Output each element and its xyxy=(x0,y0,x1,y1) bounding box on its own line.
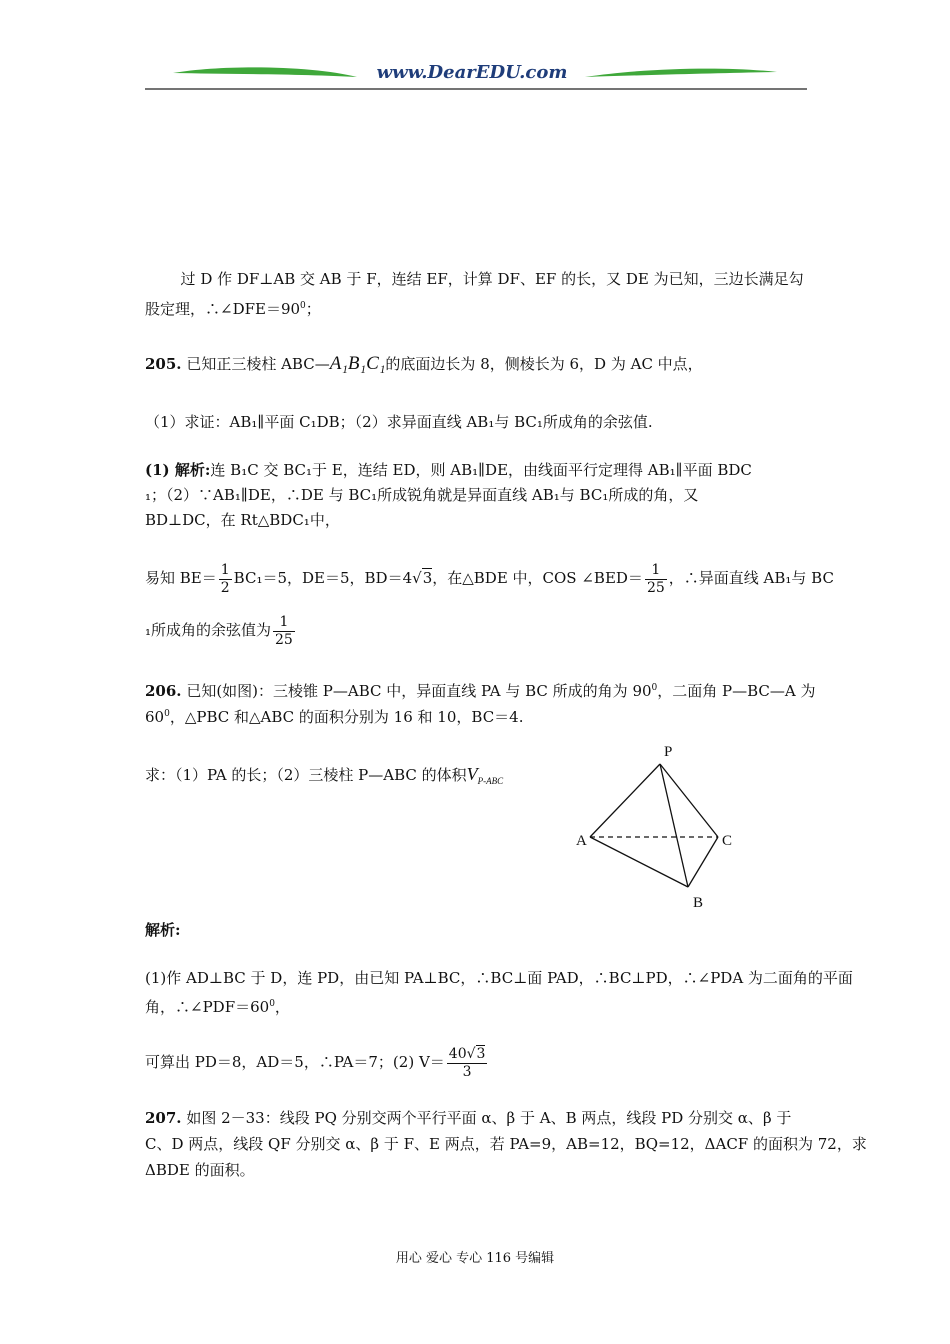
problem-205-solution-line2: ₁；（2）∵AB₁∥DE，∴DE 与 BC₁所成锐角就是异面直线 AB₁与 BC₁所成的角，又 xyxy=(145,486,699,504)
problem-206-line1 xyxy=(145,676,816,703)
vol-num-sqrt: 3 xyxy=(476,1045,486,1062)
site-url: www.DearEDU.com xyxy=(376,62,568,83)
prism-label: A₁B₁C₁ xyxy=(329,353,386,374)
problem-206-solution2 xyxy=(145,1040,807,1084)
problem-206-text-b: ，二面角 P—BC—A 为 xyxy=(657,682,816,700)
note-sup: 0 xyxy=(300,301,306,311)
problem-205-answer xyxy=(145,608,807,652)
sol2-text: 可算出 PD＝8，AD＝5，∴PA＝7；(2) V＝ xyxy=(145,1053,445,1071)
problem-205-solution-line1 xyxy=(145,458,807,482)
problem-207-line3: ΔBDE 的面积。 xyxy=(145,1161,255,1179)
calc-a: 易知 BE＝ xyxy=(145,569,217,587)
tetrahedron-figure xyxy=(570,740,750,915)
edge-BC xyxy=(688,837,718,887)
frac2-num: 1 xyxy=(645,562,667,580)
vol-num: 40√3 xyxy=(448,1045,486,1062)
note-block xyxy=(145,266,807,323)
problem-206-text-d: ，△PBC 和△ABC 的面积分别为 16 和 10，BC＝4. xyxy=(169,708,524,726)
solution-label: (1) 解析: xyxy=(145,461,211,479)
volume-symbol: V xyxy=(466,764,478,784)
fraction-half xyxy=(219,562,232,597)
problem-205-text-b: 的底面边长为 8，侧棱长为 6，D 为 AC 中点， xyxy=(385,355,703,373)
calc-d: ，∴异面直线 AB₁与 BC xyxy=(668,569,834,587)
edge-AB xyxy=(590,837,688,887)
frac1-den: 2 xyxy=(220,579,230,596)
page-footer: 用心 爱心 专心 116 号编辑 xyxy=(395,1251,555,1266)
problem-205-text-a: 已知正三棱柱 ABC— xyxy=(186,355,330,373)
tetrahedron-svg xyxy=(570,740,750,915)
vertex-label-B: B xyxy=(693,895,704,911)
problem-205-calc xyxy=(145,556,834,600)
calc-b: BC₁＝5，DE＝5，BD＝4 xyxy=(233,569,413,587)
problem-206-sup1: 0 xyxy=(651,683,658,693)
problem-207-line1-text: 如图 2－33：线段 PQ 分别交两个平行平面 α、β 于 A、B 两点，线段 PD 分别交 α、β 于 xyxy=(186,1109,792,1127)
vol-den: 3 xyxy=(462,1063,472,1080)
problem-206-line2 xyxy=(145,702,807,729)
problem-206-text-c: 60 xyxy=(145,708,165,726)
note-end: ； xyxy=(305,300,321,318)
sol1-line2-text: 角，∴∠PDF＝60 xyxy=(145,998,270,1016)
problem-206-text-a: 已知(如图)：三棱锥 P—ABC 中，异面直线 PA 与 BC 所成的角为 90 xyxy=(186,682,652,700)
calc-c: ，在△BDE 中，COS ∠BED＝ xyxy=(432,569,643,587)
problem-206-solution1-line1: (1)作 AD⊥BC 于 D，连 PD，由已知 PA⊥BC，∴BC⊥面 PAD，∴BC⊥PD，∴∠PDA 为二面角的平面 xyxy=(145,969,853,987)
problem-205-question: （1）求证：AB₁∥平面 C₁DB；（2）求异面直线 AB₁与 BC₁所成角的余弦值. xyxy=(145,413,653,431)
vertex-label-A: A xyxy=(576,833,587,849)
frac1-num: 1 xyxy=(220,561,230,578)
calc-e: ₁所成角的余弦值为 xyxy=(145,621,272,639)
left-swoosh xyxy=(173,67,357,77)
vertex-label-C: C xyxy=(722,833,733,849)
fraction-answer xyxy=(273,614,295,649)
question-text: 求：（1）PA 的长；（2）三棱柱 P—ABC 的体积 xyxy=(145,766,467,784)
solution-line1-text: 连 B₁C 交 BC₁于 E，连结 ED，则 AB₁∥DE，由线面平行定理得 AB₁∥平面 BDC xyxy=(210,461,752,479)
problem-207-line1 xyxy=(145,1106,807,1130)
volume-subscript: P-ABC xyxy=(477,776,504,786)
vol-num-coef: 40 xyxy=(448,1045,467,1062)
note-body: 过 D 作 DF⊥AB 交 AB 于 F，连结 EF，计算 DF、EF 的长，又 DE 为已知，三边长满足勾股定理，∴∠DFE＝90 xyxy=(145,270,804,318)
frac3-num: 1 xyxy=(273,614,295,632)
problem-207-line2: C、D 两点，线段 QF 分别交 α、β 于 F、E 两点，若 PA=9，AB=12，BQ=12，ΔACF 的面积为 72，求 xyxy=(145,1135,867,1153)
header-banner xyxy=(145,60,807,92)
right-swoosh xyxy=(585,69,777,77)
vertex-label-P: P xyxy=(664,744,673,760)
edge-PA xyxy=(590,764,660,837)
problem-206-number: 206. xyxy=(145,682,182,700)
sol1-sup: 0 xyxy=(269,999,275,1009)
problem-207-number: 207. xyxy=(145,1109,182,1127)
sol1-end: ， xyxy=(274,998,290,1016)
fraction-cos xyxy=(645,562,667,597)
sqrt-radicand: 3 xyxy=(422,569,433,587)
problem-206-sup2: 0 xyxy=(164,709,170,719)
sqrt-sign: √ xyxy=(412,569,422,587)
volume-fraction xyxy=(447,1046,488,1081)
problem-206-solution-label: 解析: xyxy=(145,921,181,939)
problem-205-number: 205. xyxy=(145,355,182,373)
problem-205-solution-line3: BD⊥DC，在 Rt△BDC₁中， xyxy=(145,511,340,529)
frac2-den: 25 xyxy=(646,579,665,596)
problem-206-solution1-line2 xyxy=(145,992,807,1019)
frac3-den: 25 xyxy=(275,631,293,648)
problem-205 xyxy=(145,352,807,376)
